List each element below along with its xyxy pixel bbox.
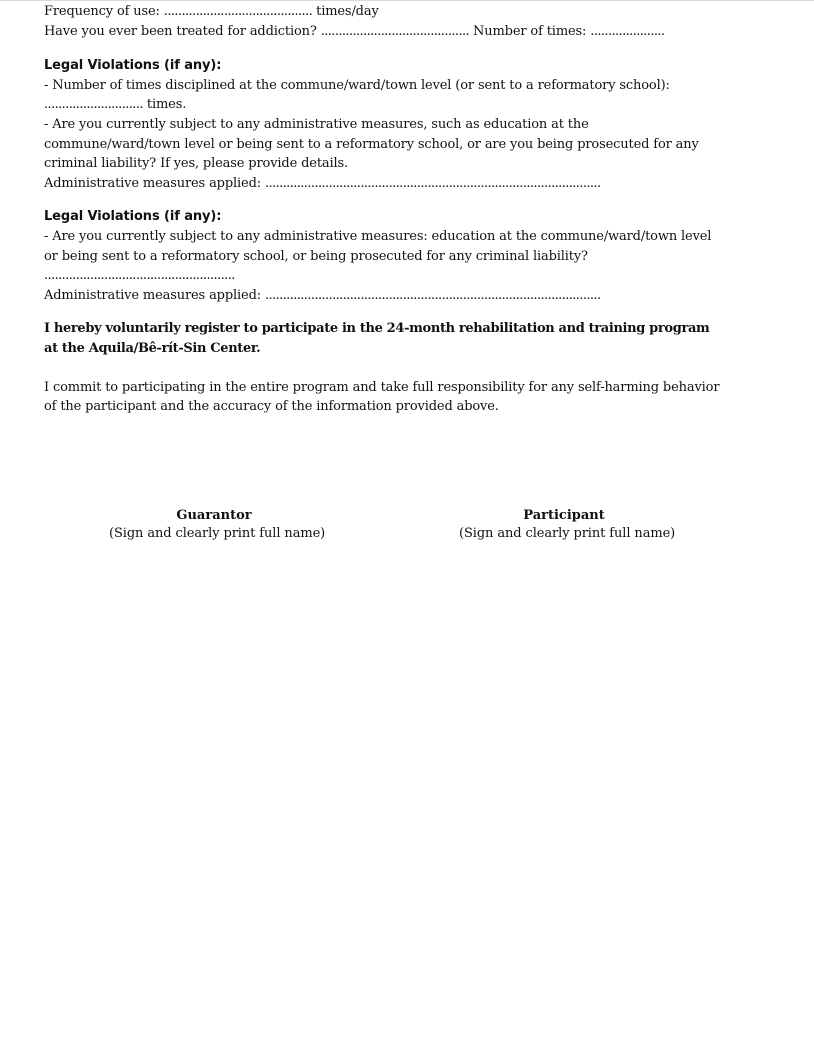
commitment-statement: I commit to participating in the entire program and take full responsibility for any self-harming behavior of the participant and the accuracy of the information provided above. <box>44 379 720 415</box>
measures-question-2: - Are you currently subject to any administrative measures: education at the commune/ward/town level or being sent to a reformatory school, or being prosecuted for any criminal liability? <box>44 228 712 264</box>
applied-label-2: Administrative measures applied: <box>44 287 261 303</box>
form-page <box>44 2 724 417</box>
applied-blank-1: ............................................................................................... <box>264 175 601 191</box>
frequency-line <box>44 2 724 22</box>
frequency-unit: times/day <box>316 4 379 19</box>
times-blank: ..................... <box>590 23 665 39</box>
treatment-line <box>44 22 724 42</box>
guarantor-signature <box>109 507 326 542</box>
disciplined-blank: ............................ <box>44 97 143 113</box>
answer-blank-2: ...................................................... <box>44 268 235 284</box>
frequency-blank: .......................................... <box>163 4 313 19</box>
page-top-rule <box>0 0 814 1</box>
disciplined-question: - Number of times disciplined at the commune/ward/town level (or sent to a reformatory school): <box>44 77 670 93</box>
times-label: Number of times: <box>473 23 587 39</box>
applied-blank-2: ............................................................................................... <box>264 287 601 303</box>
disciplined-count-paragraph <box>44 76 724 115</box>
participant-title: Participant <box>523 508 605 523</box>
guarantor-title: Guarantor <box>176 508 252 523</box>
measures-question-1: - Are you currently subject to any administrative measures, such as education at the commune/ward/town level or being sent to a reformatory school, or are you being prosecuted for any criminal liability? If yes, please provide details. <box>44 116 699 172</box>
participant-signature <box>459 507 676 542</box>
voluntary-registration-declaration: I hereby voluntarily register to participate in the 24-month rehabilitation and training program at the Aquila/Bê-rít-Sin Center. <box>44 321 710 356</box>
frequency-label: Frequency of use: <box>44 4 160 19</box>
treated-label: Have you ever been treated for addiction? <box>44 23 317 39</box>
applied-line-1 <box>44 174 724 194</box>
disciplined-unit: times. <box>146 97 187 113</box>
legal-violations-heading-1: Legal Violations (if any): <box>44 58 222 74</box>
applied-line-2 <box>44 286 724 306</box>
treated-blank: .......................................... <box>320 23 470 39</box>
legal-violations-heading-2: Legal Violations (if any): <box>44 209 222 225</box>
applied-label-1: Administrative measures applied: <box>44 175 261 191</box>
guarantor-note: (Sign and clearly print full name) <box>109 525 326 541</box>
participant-note: (Sign and clearly print full name) <box>459 525 676 541</box>
